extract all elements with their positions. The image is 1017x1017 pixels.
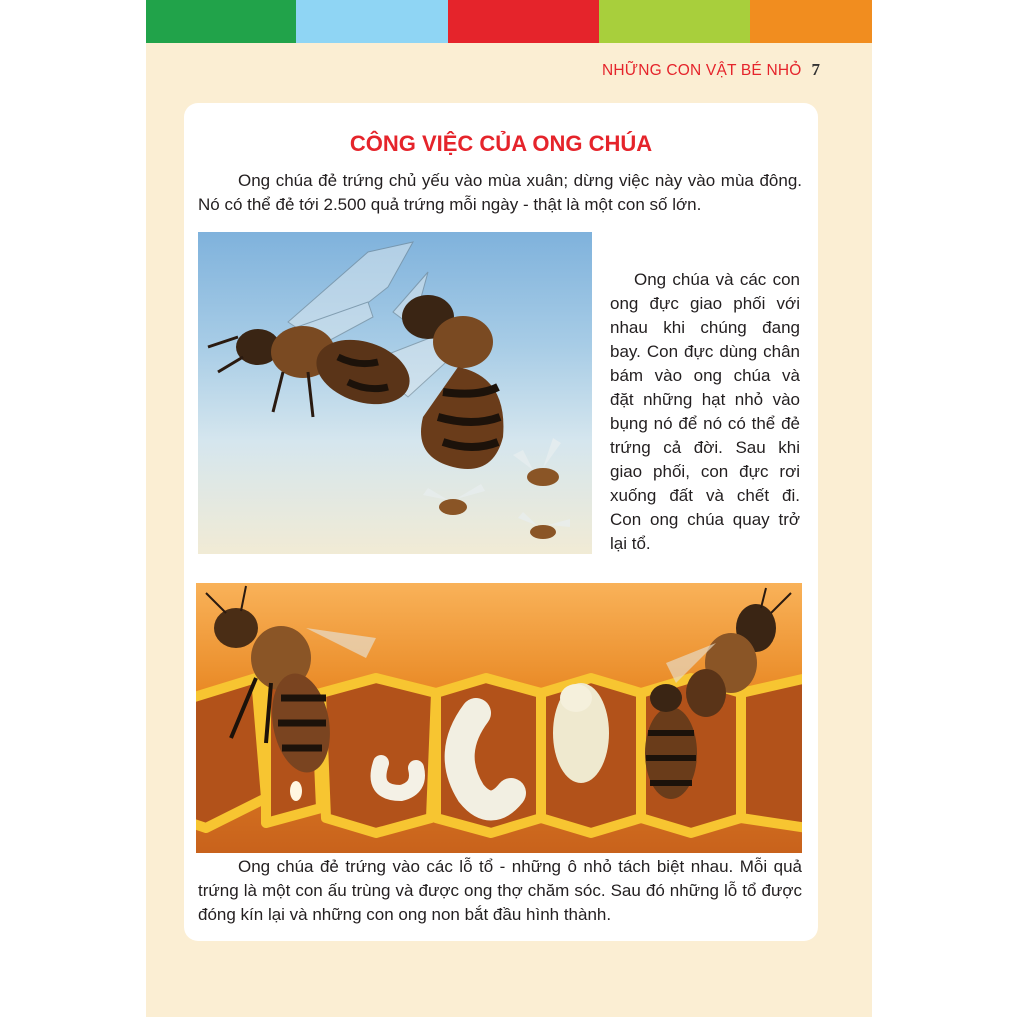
color-stripes [146, 0, 872, 43]
honeycomb-paragraph: Ong chúa đẻ trứng vào các lỗ tổ - những ô nhỏ tách biệt nhau. Mỗi quả trứng là một con ấu trùng và được ong thợ chăm sóc. Sau đó những lỗ tổ được đóng kín lại và những con ong non bắt đầu hình thành. [198, 857, 802, 924]
small-bee [518, 512, 570, 539]
stripe-lime [599, 0, 750, 43]
egg [290, 781, 302, 801]
mating-flight-illustration [198, 232, 592, 554]
small-bee [513, 438, 561, 486]
section-title: CÔNG VIỆC CỦA ONG CHÚA [349, 131, 653, 156]
stripe-red [448, 0, 599, 43]
book-page [146, 0, 872, 1017]
stripe-green [146, 0, 296, 43]
page-number: 7 [811, 60, 820, 79]
small-bee [423, 484, 485, 515]
stripe-orange [750, 0, 872, 43]
page-header [602, 60, 820, 80]
honeycomb-illustration [196, 583, 802, 853]
mating-paragraph: Ong chúa và các con ong đực giao phối với nhau khi chúng đang bay. Con đực dùng chân bám vào ong chúa và đặt những hạt nhỏ vào bụng nó để nó có thể đẻ trứng cả đời. Sau khi giao phối, con đực rơi xuống đất và chết đi. Con ong chúa quay trở lại tổ. [610, 270, 800, 553]
content-card [184, 103, 818, 941]
pupa [553, 683, 609, 783]
chapter-title: NHỮNG CON VẬT BÉ NHỎ [601, 62, 802, 79]
queen-bee [208, 326, 418, 417]
intro-paragraph: Ong chúa đẻ trứng chủ yếu vào mùa xuân; dừng việc này vào mùa đông. Nó có thể đẻ tới 2.500 quả trứng mỗi ngày - thật là một con số lớn. [198, 171, 802, 214]
stripe-light-blue [296, 0, 448, 43]
